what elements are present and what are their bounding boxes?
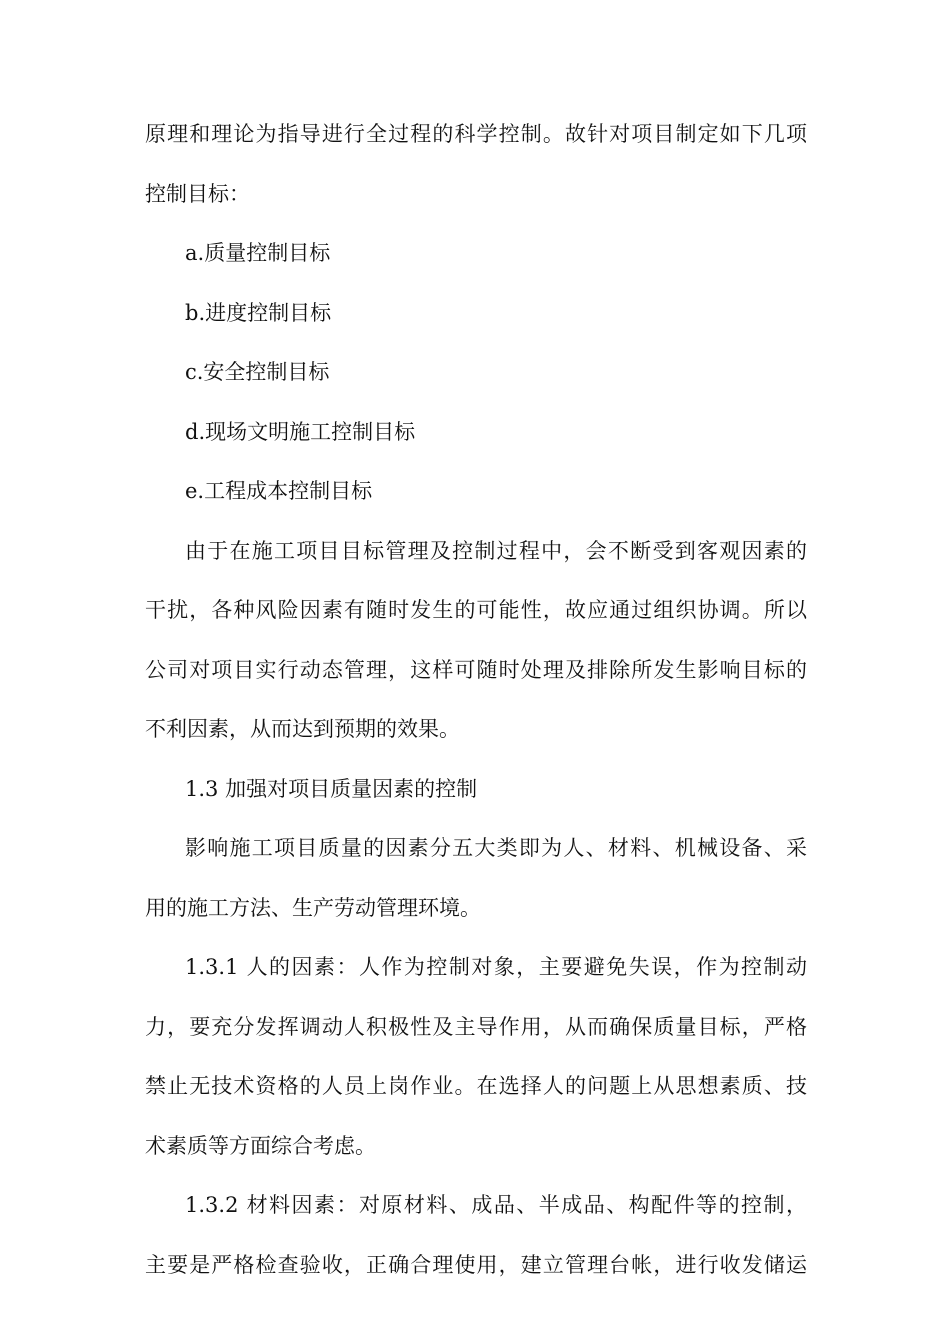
body-line: 术素质等方面综合考虑。 <box>145 1133 376 1158</box>
body-line: 力，要充分发挥调动人积极性及主导作用，从而确保质量目标，严格 <box>145 1014 807 1039</box>
section-heading: 1.3 加强对项目质量因素的控制 <box>185 776 478 801</box>
body-line: 影响施工项目质量的因素分五大类即为人、材料、机械设备、采 <box>185 836 807 860</box>
body-line: 禁止无技术资格的人员上岗作业。在选择人的问题上从思想素质、技 <box>145 1074 807 1098</box>
list-item-safety: c.安全控制目标 <box>185 360 330 384</box>
list-item-schedule: b.进度控制目标 <box>185 300 332 325</box>
body-line: 由于在施工项目目标管理及控制过程中，会不断受到客观因素的 <box>185 538 807 563</box>
body-line: 控制目标： <box>145 181 250 206</box>
list-item-quality: a.质量控制目标 <box>185 241 331 265</box>
list-item-cost: e.工程成本控制目标 <box>185 479 373 503</box>
list-item-civilized-construction: d.现场文明施工控制目标 <box>185 419 416 444</box>
body-line: 干扰，各种风险因素有随时发生的可能性，故应通过组织协调。所以 <box>145 598 807 622</box>
body-line: 不利因素，从而达到预期的效果。 <box>145 717 460 741</box>
document-body <box>145 105 807 1295</box>
subsection-line: 1.3.2 材料因素：对原材料、成品、半成品、构配件等的控制， <box>185 1193 807 1217</box>
subsection-line: 1.3.1 人的因素：人作为控制对象，主要避免失误，作为控制动 <box>185 955 807 979</box>
body-line: 用的施工方法、生产劳动管理环境。 <box>145 895 481 920</box>
body-line: 公司对项目实行动态管理，这样可随时处理及排除所发生影响目标的 <box>145 657 807 682</box>
body-line: 主要是严格检查验收，正确合理使用，建立管理台帐，进行收发储运 <box>145 1252 807 1277</box>
body-line: 原理和理论为指导进行全过程的科学控制。故针对项目制定如下几项 <box>145 122 807 146</box>
